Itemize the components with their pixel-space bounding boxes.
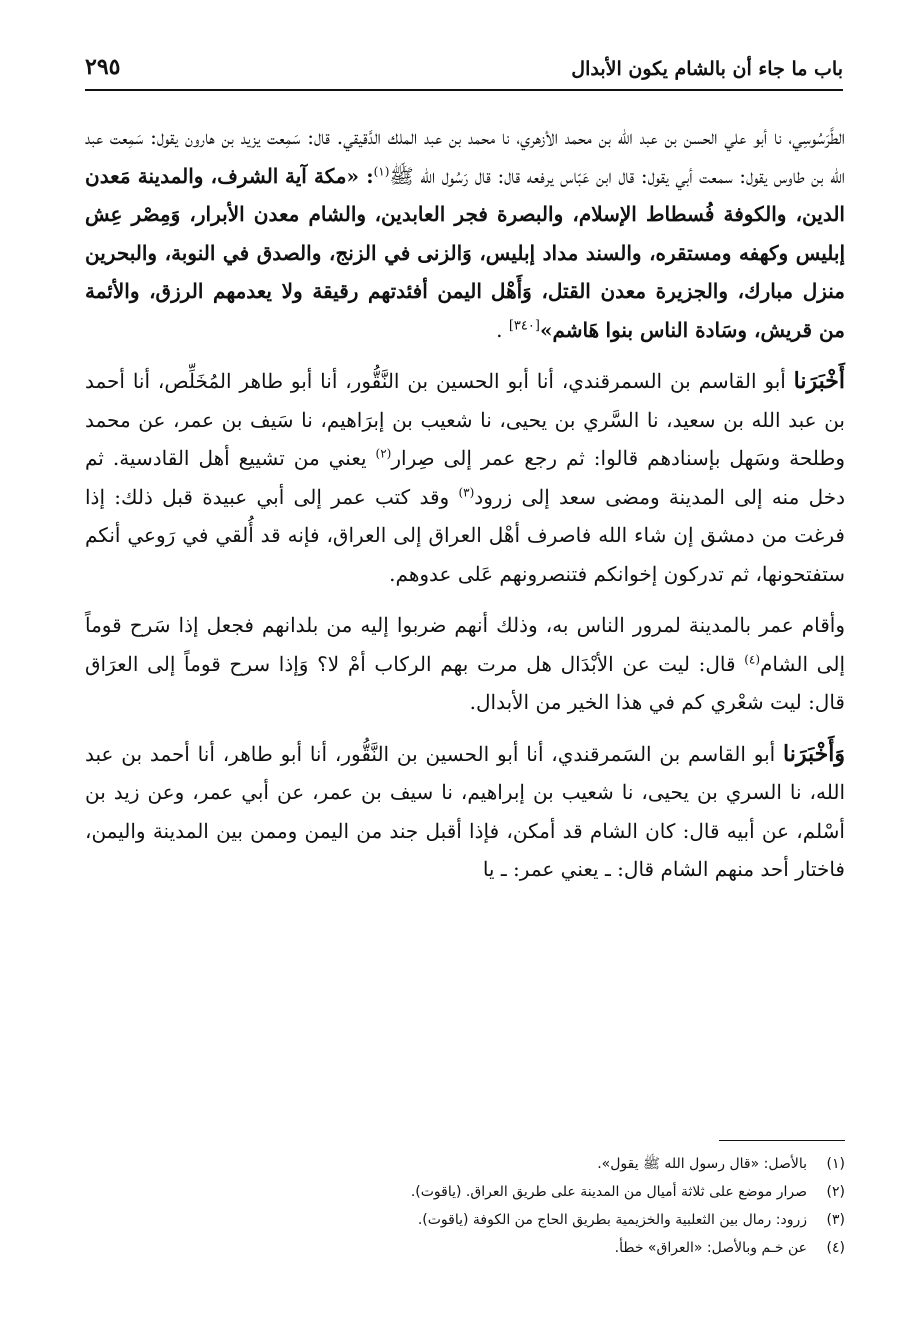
paragraph-2-text-1: أبو القاسم بن السمرقندي، أنا أبو الحسين بن النَّقُّور، أنا أبو طاهر المُخَلِّص، أنا أحمد بن عبد الله بن سعيد، نا السَّري بن يحيى، نا شعيب بن إبرَاهيم، نا سَيف بن عمر، عن محمد وطلحة وسَهل بإسنادهم قالوا: ثم رجع عمر إلى صِرار: [85, 369, 845, 470]
hadith-line-2: والشام معدن الأبرار، وَمِصْر عِش إبليس وكهفه ومستقره، والسند مداد إبليس، وَالزنى: [85, 202, 845, 265]
paragraph-4-text-1: أبو القاسم بن السَمرقندي، أنا أبو الحسين بن النَّقُّور، أنا أبو طاهر، أنا أحمد بن عبد الله، نا السري بن يحيى، نا شعيب بن إبراهيم، نا سيف بن عمر، عن أبي عمر، وعن زيد بن أسْلم، عن أبيه قال: كان الشام قد أمكن، فإذا أقبل جند من اليمن وممن بين المدينة واليمن، فاختار أحد منهم الشام قال: ـ يعني عمر: ـ يا: [85, 741, 845, 881]
running-header: [85, 52, 843, 92]
paragraph-2-text-3: وقد كتب عمر إلى أبي عبيدة قبل ذلك: إذا فرغت من دمشق إن شاء الله فاصرف أهْل العراق إلى العراق، فإنه قد أُلقي في رَوعي أنكم ستفتحونها، ثم تدركون إخوانكم فتنصرونهم عَلى عدوهم.: [85, 484, 845, 586]
wa-akhbarana-lead: وَأَخْبَرَنا: [783, 740, 845, 767]
footnote-ref-2[interactable]: (٢): [375, 446, 392, 461]
footnote-text: صرار موضع على ثلاثة أميال من المدينة على طريق العراق. (ياقوت).: [410, 1184, 807, 1200]
footnote-text: زرود: رمال بين الثعلبية والخزيمية بطريق الحاج من الكوفة (ياقوت).: [417, 1212, 807, 1228]
paragraph-1-line-3: يقول: سمعت أبي يقول: قال ابن عَبّاس يرفعه قال: قال رَسُول الله ﷺ: [389, 163, 768, 188]
hadith-line-5: هَاشم»: [539, 317, 600, 342]
footnote-separator: [719, 1140, 845, 1141]
footnote-1: [85, 1150, 845, 1178]
quote-start: : «مكة آية: [284, 163, 374, 188]
footnote-text: بالأصل: «قال رسول الله ﷺ يقول».: [597, 1156, 807, 1172]
footnote-number: (١): [826, 1156, 845, 1172]
footnote-number: (٢): [826, 1184, 845, 1200]
footnote-3: [85, 1206, 845, 1234]
footnote-2: [85, 1178, 845, 1206]
footnote-ref-3[interactable]: (٣): [458, 484, 475, 499]
footnote-number: (٤): [826, 1240, 845, 1256]
main-text: [85, 118, 845, 902]
hadith-line-1: الشرف، والمدينة مَعدن الدين، والكوفة فُسطاط الإسلام، والبصرة فجر العابدين،: [85, 163, 845, 226]
hadith-line-3: في الزنج، والصدق في النوبة، والبحرين منزل مبارك، والجزيرة معدن القتل، وَأَهْل: [85, 240, 846, 303]
akhbarana-lead: أَخْبَرَنا: [793, 368, 845, 394]
chapter-title: باب ما جاء أن بالشام يكون الأبدال: [571, 58, 843, 80]
footnote-4: [85, 1234, 845, 1262]
paragraph-1-end: .: [496, 317, 503, 342]
paragraph-2: [85, 362, 845, 593]
hadith-line-4: اليمن أفئدتهم رقيقة ولا يعدمهم الرزق، والأئمة من قريش، وسَادة الناس بنوا: [85, 279, 845, 342]
footnotes: [85, 1150, 845, 1262]
footnote-ref-1[interactable]: (١): [373, 163, 390, 178]
footnote-number: (٣): [826, 1212, 845, 1228]
hadith-number: [٣٤٠]: [508, 317, 540, 333]
paragraph-3-text-2: قال: ليت عن الأبْدَال هل مرت بهم الركاب أمْ لا؟ وَإذا سرح قوماً إلى العرَاق قال: ليت شعْري كم في هذا الخير من الأبدال.: [85, 651, 845, 714]
paragraph-4: [85, 735, 845, 889]
paragraph-3-text-1: وأقام عمر بالمدينة لمرور الناس به، وذلك أنهم ضربوا إليه من بلدانهم فجعل إذا سَرح قوماً إلى الشام: [85, 613, 846, 676]
footnote-text: عن خـم وبالأصل: «العراق» خطأ.: [614, 1240, 807, 1256]
header-rule: [85, 89, 843, 91]
footnote-ref-4[interactable]: (٤): [744, 651, 761, 666]
paragraph-1-line-2: عبد الملك الدَّقيقي. قال: سَمِعت يزيد بن هارون يقول: سَمِعت عبد الله بن طاوس: [85, 125, 846, 188]
paragraph-1-line-1: الطَّرَسُوسِي، نا أبو علي الحسن بن عبد الله بن محمد الأزهري، نا محمد بن: [448, 125, 845, 149]
paragraph-3: [85, 606, 845, 722]
paragraph-1: [85, 118, 845, 349]
page-number: ٢٩٥: [85, 54, 121, 80]
paragraph-2-text-2: يعني من تشييع أهل القادسية. ثم دخل منه إلى المدينة ومضى سعد إلى زرود: [85, 446, 846, 509]
